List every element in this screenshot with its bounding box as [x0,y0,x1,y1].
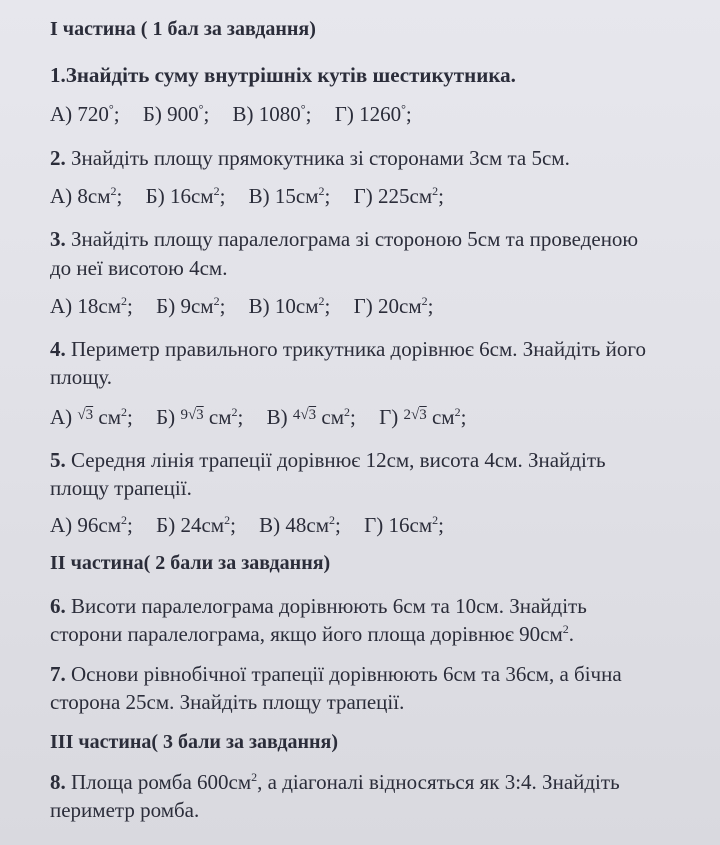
answer-option: А) $8см^2$; [50,184,123,208]
question-2 [50,145,570,171]
part1-heading: I частина ( 1 бал за завдання) [50,18,316,40]
question-1 [50,62,516,88]
question-4 [50,336,646,362]
question-1-text: Знайдіть суму внутрішніх кутів шестикутника. [65,63,516,87]
question-5-text-cont: площу трапеції. [50,476,192,500]
answer-option: В) $10см^2$; [248,294,331,318]
answer-option: Б) $9см^2$; [156,294,226,318]
question-4-number: 4. [50,337,66,361]
answer-option: Г) $20см^2$; [353,294,434,318]
answer-option: Г) $225см^2$; [353,184,444,208]
question-2-number: 2. [50,146,66,170]
question-6-number: 6. [50,594,66,618]
question-4-answers [50,402,484,430]
part2-heading: II частина( 2 бали за завдання) [50,552,331,574]
part3-heading: III частина( 3 бали за завдання) [50,731,338,753]
question-4-text: Периметр правильного трикутника дорівнює 6см. Знайдіть його [65,337,646,361]
question-2-answers [50,183,462,209]
question-3-text: Знайдіть площу паралелограма зі стороною 5см та проведеною [65,227,639,251]
answer-option: Г) $^{2√3}$ $см^2$; [379,405,467,429]
question-6-text: Висоти паралелограма дорівнюють 6см та 10см. Знайдіть [65,594,587,618]
question-7-text: Основи рівнобічної трапеції дорівнюють 6см та 36см, а бічна [65,662,622,686]
question-3-answers [50,293,452,319]
answer-option: В) $^{4√3}$ $см^2$; [266,405,356,429]
sqrt-icon: √ [300,407,309,423]
question-6 [50,593,587,619]
answer-option: В) $48см^2$; [259,513,341,537]
answer-option: Б) 900°; [142,102,210,126]
answer-option: В) $15см^2$; [248,184,331,208]
sqrt-icon: √ [77,407,86,423]
question-5-text: Середня лінія трапеції дорівнює 12см, висота 4см. Знайдіть [65,448,606,472]
answer-option: Г) $16см^2$; [364,513,444,537]
question-5-answers [50,512,462,538]
question-7-number: 7. [50,662,66,686]
answer-option: Б) $24см^2$; [156,513,236,537]
question-5-number: 5. [50,448,66,472]
question-6-text-cont: сторони паралелограма, якщо його площа дорівнює $90см^2$. [50,622,574,646]
answer-option: А) $18см^2$; [50,294,133,318]
question-1-answers [50,101,430,127]
question-8: 8. Площа ромба $600см^2$, а діагоналі відносяться як 3:4. Знайдіть [50,770,620,794]
question-2-text: Знайдіть площу прямокутника зі сторонами 3см та 5см. [65,146,570,170]
answer-option: А) $96см^2$; [50,513,133,537]
answer-option: Б) $16см^2$; [145,184,226,208]
answer-option: Б) $^{9√3}$ $см^2$; [156,405,244,429]
question-8-text-cont: периметр ромба. [50,798,200,822]
answer-option: Г) 1260°; [334,102,412,126]
answer-option: В) 1080°; [232,102,312,126]
question-4-text-cont: площу. [50,365,113,389]
question-3-number: 3. [50,227,66,251]
question-7 [50,661,622,687]
question-7-text-cont: сторона 25см. Знайдіть площу трапеції. [50,690,405,714]
answer-option: А) 720°; [50,102,120,126]
question-1-number: 1. [50,63,66,87]
sqrt-icon: √ [410,407,420,423]
question-5 [50,447,606,473]
answer-option: А) $^{√3}$ $см^2$; [50,405,133,429]
question-8-number: 8. [50,770,66,794]
question-3 [50,226,638,252]
sqrt-icon: √ [187,407,197,423]
question-3-text-cont: до неї висотою 4см. [50,256,228,280]
